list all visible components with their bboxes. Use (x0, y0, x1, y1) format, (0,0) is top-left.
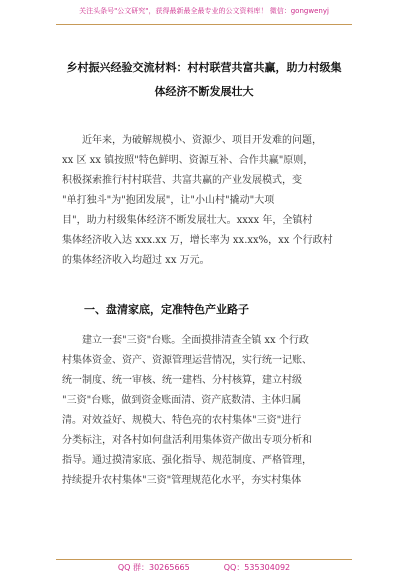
paragraph-line: 村集体资金、资产、资源管理运营情况，实行统一记账、 (62, 355, 312, 366)
paragraph-line: 统一制度、统一审核、统一建档、分村核算，建立村级 (62, 375, 302, 386)
footer-qq-group: QQ 群：30265665 (117, 563, 190, 572)
title-line: 体经济不断发展壮大 (154, 85, 254, 98)
title-line: 乡村振兴经验交流材料：村村联营共富共赢，助力村级集 (66, 61, 342, 74)
footer-contacts (56, 562, 352, 573)
paragraph-line: xx 区 xx 镇按照"特色鲜明、资源互补、合作共赢"原则， (62, 155, 314, 166)
section-heading: 一、盘清家底，定准特色产业路子 (84, 303, 249, 316)
footer-divider (56, 559, 352, 560)
footer-qq: QQ：535304092 (223, 563, 291, 572)
paragraph-line: 目"，助力村级集体经济不断发展壮大。xxxx 年，全镇村 (62, 215, 313, 226)
paragraph-line: 近年来，为破解规模小、资源少、项目开发难的问题， (82, 135, 322, 146)
paragraph-line: "单打独斗"为"抱团发展"，让"小山村"撬动"大项 (62, 195, 275, 206)
paragraph-line: "三资"台账，做到资金账面清、资产底数清、主体归属 (62, 395, 302, 406)
intro-paragraph (62, 131, 348, 271)
paragraph-line: 持续提升农村集体"三资"管理规范化水平，夯实村集体 (62, 475, 302, 486)
paragraph-line: 的集体经济收入均超过 xx 万元。 (62, 255, 210, 266)
paragraph-line: 建立一套"三资"台账。全面摸排清查全镇 xx 个行政 (82, 335, 309, 346)
paragraph-line: 指导。通过摸清家底、强化指导、规范制度、严格管理， (62, 455, 312, 466)
document-title (66, 56, 342, 104)
paragraph-line: 积极探索推行村村联营、共富共赢的产业发展模式，变 (62, 175, 302, 186)
header-divider (56, 24, 352, 25)
section-paragraph (62, 331, 348, 491)
paragraph-line: 集体经济收入达 xxx.xx 万，增长率为 xx.xx%，xx 个行政村 (62, 235, 333, 246)
paragraph-line: 清。对效益好、规模大、特色亮的农村集体"三资"进行 (62, 415, 302, 426)
paragraph-line: 分类标注，对各村如何盘活利用集体资产做出专项分析和 (62, 435, 312, 446)
header-banner: 关注头条号"公文研究"，获得最新最全最专业的公文资料库！ 微信：gongwenyj (79, 7, 329, 15)
